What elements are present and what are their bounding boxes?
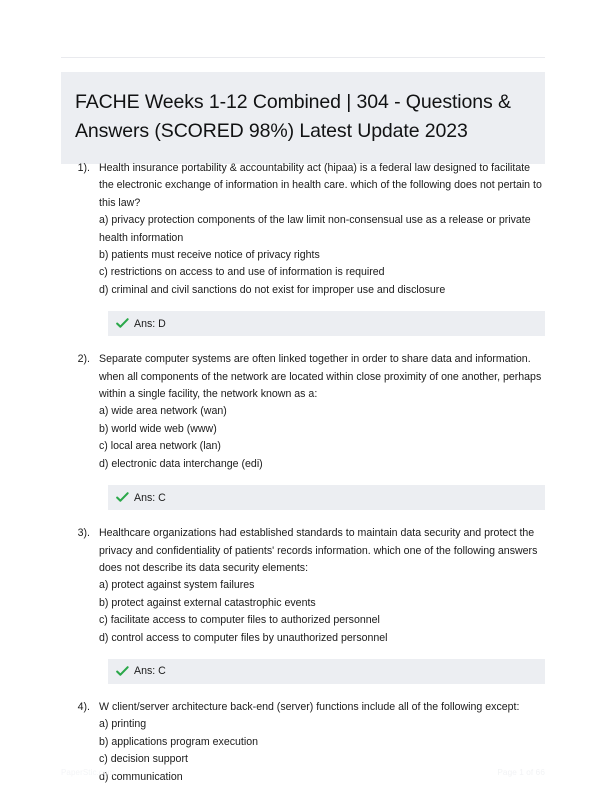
question-option: c) facilitate access to computer files to authorized personnel [99, 614, 380, 627]
question-stem: Healthcare organizations had established standards to maintain data security and protect the privacy and confidentiality of patients' records information. which one of the following answers does not describe its data security elements: [99, 527, 538, 574]
question-option: b) protect against external catastrophic events [99, 596, 316, 609]
document-title-box [61, 72, 545, 164]
question-block [0, 525, 606, 684]
question-body [99, 160, 545, 299]
check-icon [116, 317, 129, 330]
question-option: b) world wide web (www) [99, 422, 217, 435]
footer-page-number: Page 1 of 66 [497, 768, 545, 777]
question-number: 1). [77, 162, 90, 174]
question-row [61, 160, 545, 299]
question-number: 3). [77, 527, 90, 540]
question-option: a) wide area network (wan) [99, 405, 227, 418]
footer-watermark: PaperStic.com [61, 768, 115, 777]
answer-text: Ans: C [134, 491, 166, 504]
question-body [99, 525, 545, 647]
answer-text: Ans: C [134, 665, 166, 678]
question-block [0, 351, 606, 510]
question-number: 4). [77, 700, 90, 713]
questions-list [0, 160, 606, 801]
answer-text: Ans: D [134, 317, 166, 330]
question-row [61, 351, 545, 473]
question-stem: Health insurance portability & accountability act (hipaa) is a federal law designed to facilitate the electronic exchange of information in health care. which of the following does not pertain to this law? [99, 162, 542, 209]
answer-box [108, 311, 545, 336]
check-icon [116, 491, 129, 504]
question-option: b) applications program execution [99, 735, 258, 748]
page-footer [61, 768, 545, 777]
answer-box [108, 485, 545, 510]
question-option: d) control access to computer files by unauthorized personnel [99, 631, 388, 644]
header-divider [61, 57, 545, 58]
question-option: a) printing [99, 718, 147, 731]
question-body [99, 351, 545, 473]
question-option: d) criminal and civil sanctions do not exist for improper use and disclosure [99, 283, 446, 296]
question-option: c) restrictions on access to and use of information is required [99, 266, 385, 279]
page-title: FACHE Weeks 1-12 Combined | 304 - Questions & Answers (SCORED 98%) Latest Update 2023 [75, 91, 511, 142]
question-block [0, 160, 606, 336]
check-icon [116, 665, 129, 678]
question-number: 2). [77, 353, 90, 366]
answer-box [108, 659, 545, 684]
question-option: c) decision support [99, 753, 188, 766]
question-option: b) patients must receive notice of privacy rights [99, 249, 320, 262]
question-stem: W client/server architecture back-end (server) functions include all of the following except: [99, 700, 520, 713]
question-option: c) local area network (lan) [99, 440, 221, 453]
question-option: a) privacy protection components of the law limit non-consensual use as a release or private health information [99, 214, 531, 244]
question-stem: Separate computer systems are often linked together in order to share data and information. when all components of the network are located within close proximity of one another, perhaps within a single facility, the network known as a: [99, 353, 542, 401]
question-option: d) communication [99, 770, 183, 783]
question-row [61, 525, 545, 647]
question-option: d) electronic data interchange (edi) [99, 457, 263, 470]
question-option: a) protect against system failures [99, 579, 255, 592]
